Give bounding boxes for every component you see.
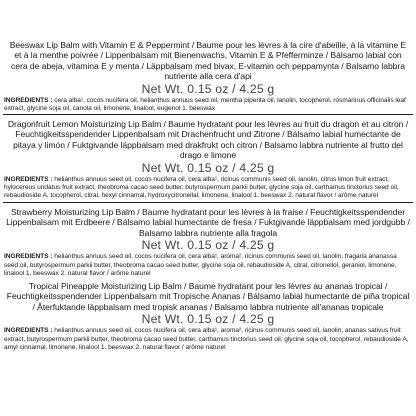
product-title: Beeswax Lip Balm with Vitamin E & Peppermint / Baume pour les lèvres à la cire d'abeille, à la vitamine E et à la menthe poivrée / Lippenbalsam mit Bienenwachs, Vitamin E & Pfefferminze / Bálsamo labial con cera de abeja, vitamina E y menta / Läppbalsam med bivax, E-vitamin och peppamynta / Balsamo labbra nutriente alla cera d'api: [9, 40, 407, 82]
ingredients-label: INGREDIENTS :: [4, 96, 53, 104]
ingredients-label: INGREDIENTS :: [4, 253, 53, 261]
ingredients-label: INGREDIENTS :: [4, 327, 53, 335]
section-divider: [3, 202, 413, 203]
ingredients-list: cera alba¹, cocos nucifera oil, helianthus annuus seed oil, mentha piperita oil, lanolin, tocopherol, rosmarinus officinalis leaf extract, glycine soja oil, canola oil, limonene, linalool, eugenol 1. beeswax: [4, 96, 406, 113]
ingredients-list: helianthus annuus seed oil, cocos nucifera oil, cera alba¹, aroma², ricinus communis seed oil, lanolin, fragaria ananassa seed oil, butyrospermum parkii butter, theobroma cacao seed butter, glycine soja oil, rebaudioside A, citral, citronellol, geraniol, limonene, linalool 1. beeswax 2. natural flavor / arôme naturel: [4, 253, 397, 278]
ingredients-text: [0, 97, 416, 114]
ingredients-list: helianthus annuus seed oil, cocos nucifera oil, cera alba¹, aroma², ricinus communis seed oil, lanolin, ananas sativus fruit extract, butyrospermum parkii butter, theobroma cacao seed butter, carthamus tinctorius seed oil, glycine soja oil, tocopherol, rebaudioside A, amyl cinnamal, limonene, linalool 1. beeswax 2. natural flavor / arôme naturel: [4, 327, 409, 352]
net-weight: Net Wt. 0.15 oz / 4.25 g: [141, 160, 275, 175]
ingredients-text: [0, 176, 416, 201]
net-weight: Net Wt. 0.15 oz / 4.25 g: [141, 81, 275, 96]
net-weight: Net Wt. 0.15 oz / 4.25 g: [141, 312, 275, 327]
product-title: Strawberry Moisturizing Lip Balm / Baume hydratant pour les lèvres à la fraise / Feuchtigkeitsspendender Lippenbalsam mit Erdbeere / Bálsamo labial humectante de fresa / Fuktgivande läppbalsam med jordgubb / Balsamo labbra nutriente alla fragola: [6, 207, 410, 238]
ingredients-text: [0, 327, 416, 352]
product-title: Dragonfruit Lemon Moisturizing Lip Balm / Baume hydratant pour les lèvres au fruit du dragon et au citron / Feuchtigkeitsspendender Lippenbalsam mit Drachenfrucht und Zitrone / Bálsamo labial humectante de pitaya y limón / Fuktgivande läppbalsam med drakfrukt och citron / Balsamo labbra nutriente al frutto del drago e limone: [7, 119, 409, 161]
net-weight: Net Wt. 0.15 oz / 4.25 g: [141, 238, 275, 253]
section-divider: [3, 114, 413, 115]
product-section-dragonfruit: [0, 119, 416, 201]
product-section-beeswax: [0, 40, 416, 113]
ingredients-text: [0, 253, 416, 278]
product-title: Tropical Pineapple Moisturizing Lip Balm / Baume hydratant pour les lèvres au ananas tropical / Feuchtigkeitsspendender Lippenbalsam mit Tropische Ananas / Bálsamo labial humectante de piña tropical / Återfuktande läppbalsam med tropisk ananas / Balsamo labbra nutriente all'ananas tropicale: [6, 281, 410, 312]
ingredients-list: helianthus annuus seed oil, cocos nucifera oil, cera alba¹, ricinus communis seed oil, lanolin, citrus limon fruit extract, hylocereus undatus fruit extract, theobroma cacao seed butter, butyrospermum parkii butter, glycine soja oil, carthamus tinctorius seed oil, rebaudioside A, tocopherol, citral, hexyl cinnamal, hydroxycitronellal, limonene, linalool 1. beeswax 2. natural flavor / arôme naturel: [4, 175, 399, 200]
product-section-pineapple: [0, 281, 416, 352]
product-section-strawberry: [0, 207, 416, 278]
ingredients-label: INGREDIENTS :: [4, 175, 53, 183]
